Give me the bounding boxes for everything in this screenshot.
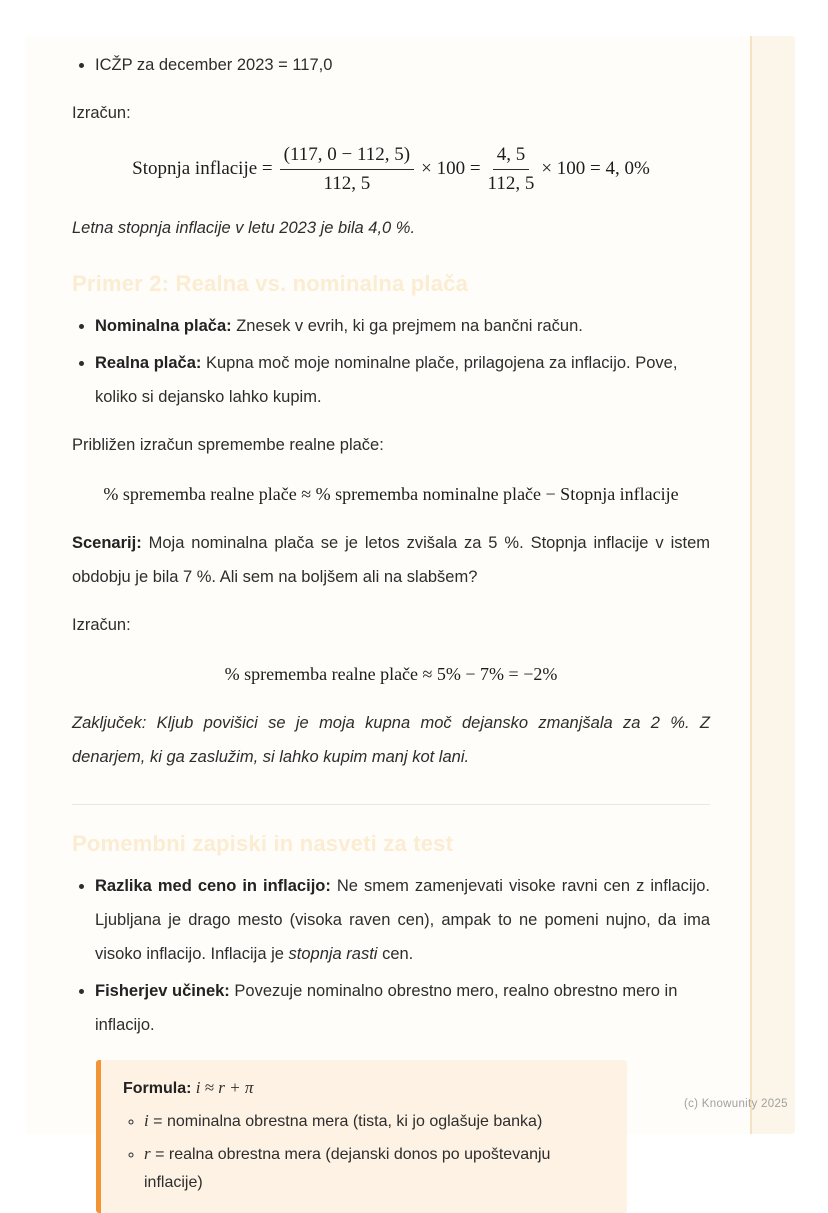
term-definition: Znesek v evrih, ki ga prejmem na bančni račun.	[231, 316, 583, 335]
scenario-text: Moja nominalna plača se je letos zvišala za 5 %. Stopnja inflacije v istem obdobju je bila 7 %. Ali sem na boljšem ali na slabšem?	[72, 533, 710, 586]
fraction-numerator: 4, 5	[493, 144, 530, 170]
fraction	[488, 144, 535, 195]
callout-list	[123, 1107, 605, 1197]
math-variable: r	[144, 1143, 151, 1163]
callout-formula: i ≈ r + π	[191, 1077, 254, 1097]
list-item-fisher	[95, 974, 710, 1042]
section-divider	[72, 804, 710, 805]
bullet-list-top	[72, 48, 710, 82]
list-item-realna	[95, 346, 710, 414]
term-label: Razlika med ceno in inflacijo:	[95, 876, 331, 895]
formula-wage-change: % sprememba realne plače ≈ 5% − 7% = −2%	[224, 663, 558, 684]
fraction-numerator: (117, 0 − 112, 5)	[280, 144, 414, 170]
page-edge-strip	[750, 36, 795, 1134]
list-item-iczp	[95, 48, 710, 82]
term-definition: Povezuje nominalno obrestno mero, realno obrestno mero in inflacijo.	[95, 981, 678, 1034]
fraction-denominator: 112, 5	[487, 172, 535, 194]
fraction-denominator: 112, 5	[323, 172, 371, 194]
term-definition: cen.	[377, 944, 414, 963]
note-annual-inflation: Letna stopnja inflacije v letu 2023 je bila 4,0 %.	[72, 218, 416, 237]
page-content	[72, 38, 710, 1213]
fraction	[280, 144, 414, 195]
list-item-nominalna	[95, 309, 710, 343]
formula-mid: × 100 =	[421, 158, 481, 180]
callout-item-i	[144, 1107, 605, 1136]
callout-label: Formula:	[123, 1079, 192, 1097]
term-definition: Kupna moč moje nominalne plače, prilagojena za inflacijo. Pove, koliko si dejansko lahko kupim.	[95, 353, 678, 406]
variable-definition: = nominalna obrestna mera (tista, ki jo oglašuje banka)	[148, 1112, 543, 1130]
note-zakljucek: Zaključek: Kljub povišici se je moja kupna moč dejansko zmanjšala za 2 %. Z denarjem, ki ga zaslužim, si lahko kupim manj kot lani.	[72, 713, 710, 766]
math-variable: i	[144, 1110, 149, 1130]
emphasized-text: stopnja rasti	[288, 944, 378, 963]
term-label: Realna plača:	[95, 353, 202, 372]
document-page	[25, 36, 795, 1191]
bullet-list-nasveti	[72, 869, 710, 1042]
list-item-razlika	[95, 869, 710, 971]
bullet-list-placa	[72, 309, 710, 414]
formula-real-wage: % sprememba realne plače ≈ % sprememba nominalne plače − Stopnja inflacije	[103, 483, 679, 504]
formula-result: × 100 = 4, 0%	[541, 158, 650, 180]
para-priblizen: Približen izračun spremembe realne plače:	[72, 435, 384, 454]
heading-pomembni: Pomembni zapiski in nasveti za test	[72, 830, 454, 856]
formula-lhs: Stopnja inflacije =	[132, 158, 273, 180]
formula-inflation-rate	[72, 144, 710, 195]
list-item-text: ICŽP za december 2023 = 117,0	[95, 56, 333, 74]
term-definition: Ne smem zamenjevati visoke ravni cen z inflacijo. Ljubljana je drago mesto (visoka raven cen), ampak to ne pomeni nujno, da ima visoko inflacijo. Inflacija je	[95, 876, 710, 963]
callout-title	[123, 1074, 605, 1103]
copyright-watermark: (c) Knowunity 2025	[684, 1098, 788, 1110]
term-label: Fisherjev učinek:	[95, 981, 230, 1000]
term-label: Nominalna plača:	[95, 316, 232, 335]
callout-item-r	[144, 1140, 605, 1197]
calc-label-1: Izračun:	[72, 104, 131, 122]
heading-primer2: Primer 2: Realna vs. nominalna plača	[72, 270, 469, 296]
scenario-label: Scenarij:	[72, 533, 142, 552]
variable-definition: = realna obrestna mera (dejanski donos po upoštevanju inflacije)	[144, 1145, 551, 1191]
formula-callout	[96, 1060, 627, 1213]
para-scenario	[72, 526, 710, 594]
calc-label-2: Izračun:	[72, 615, 131, 634]
